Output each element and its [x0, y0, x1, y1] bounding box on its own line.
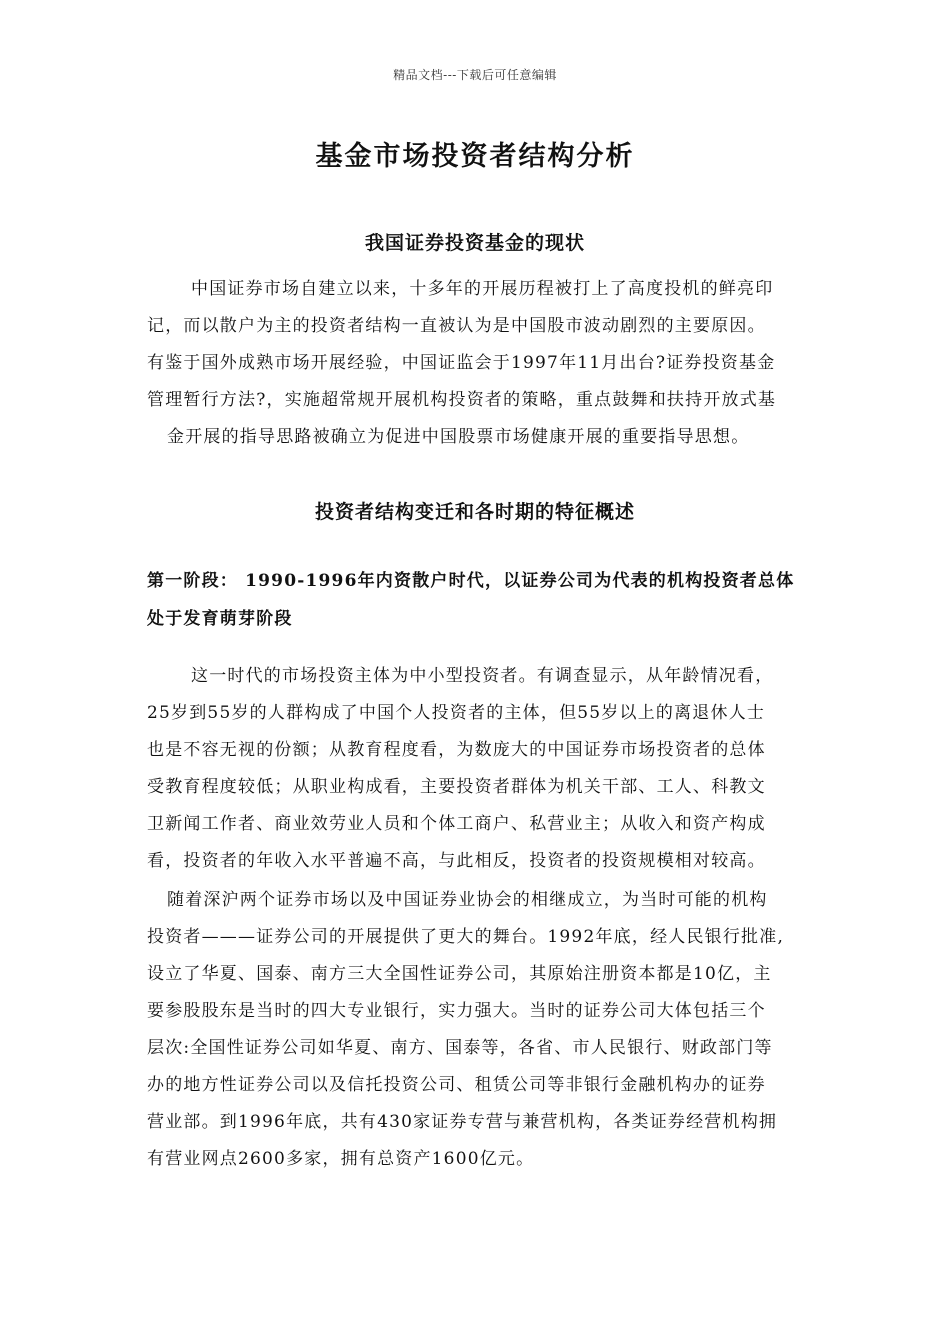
paragraph-line: 受教育程度较低；从职业构成看，主要投资者群体为机关干部、工人、科教文: [147, 777, 766, 797]
paragraph-line: 随着深沪两个证券市场以及中国证券业协会的相继成立，为当时可能的机构: [167, 890, 768, 910]
paragraph-line: 这一时代的市场投资主体为中小型投资者。有调查显示，从年龄情况看，: [191, 666, 774, 686]
section-heading-current-status: 我国证券投资基金的现状: [364, 232, 585, 254]
phase1-heading-line: 处于发育萌芽阶段: [147, 609, 293, 629]
header-note: 精品文档---下载后可任意编辑: [393, 68, 557, 82]
paragraph-line: 中国证券市场自建立以来，十多年的开展历程被打上了高度投机的鲜亮印: [191, 279, 774, 299]
paragraph-line: 记，而以散户为主的投资者结构一直被认为是中国股市波动剧烈的主要原因。: [147, 316, 766, 336]
phase1-heading-line: 第一阶段： 1990-1996年内资散户时代，以证券公司为代表的机构投资者总体: [147, 571, 795, 591]
paragraph-line: 投资者———证券公司的开展提供了更大的舞台。1992年底，经人民银行批准,: [147, 927, 785, 947]
document-title: 基金市场投资者结构分析: [315, 141, 635, 172]
phase1-heading: [147, 562, 803, 638]
paragraph-line: 有营业网点2600多家，拥有总资产1600亿元。: [147, 1149, 535, 1169]
phase1-paragraph-investors: [147, 658, 803, 880]
paragraph-line: 金开展的指导思路被确立为促进中国股票市场健康开展的重要指导思想。: [167, 427, 750, 447]
intro-paragraph: [147, 271, 803, 456]
paragraph-line: 看，投资者的年收入水平普遍不高，与此相反，投资者的投资规模相对较高。: [147, 851, 766, 871]
paragraph-line: 办的地方性证券公司以及信托投资公司、租赁公司等非银行金融机构办的证券: [147, 1075, 766, 1095]
paragraph-line: 25岁到55岁的人群构成了中国个人投资者的主体，但55岁以上的离退休人士: [147, 703, 766, 723]
paragraph-line: 设立了华夏、国泰、南方三大全国性证券公司，其原始注册资本都是10亿，主: [147, 964, 772, 984]
paragraph-line: 营业部。到1996年底，共有430家证券专营与兼营机构，各类证券经营机构拥: [147, 1112, 778, 1132]
paragraph-line: 管理暂行方法?，实施超常规开展机构投资者的策略，重点鼓舞和扶持开放式基: [147, 390, 777, 410]
paragraph-line: 卫新闻工作者、商业效劳业人员和个体工商户、私营业主；从收入和资产构成: [147, 814, 766, 834]
paragraph-line: 要参股股东是当时的四大专业银行，实力强大。当时的证券公司大体包括三个: [147, 1001, 766, 1021]
phase1-paragraph-securities-firms: [147, 882, 803, 1178]
paragraph-line: 也是不容无视的份额；从教育程度看，为数庞大的中国证券市场投资者的总体: [147, 740, 766, 760]
paragraph-line: 层次:全国性证券公司如华夏、南方、国泰等，各省、市人民银行、财政部门等: [147, 1038, 773, 1058]
section-heading-structure-changes: 投资者结构变迁和各时期的特征概述: [314, 501, 635, 523]
paragraph-line: 有鉴于国外成熟市场开展经验，中国证监会于1997年11月出台?证券投资基金: [147, 353, 776, 373]
